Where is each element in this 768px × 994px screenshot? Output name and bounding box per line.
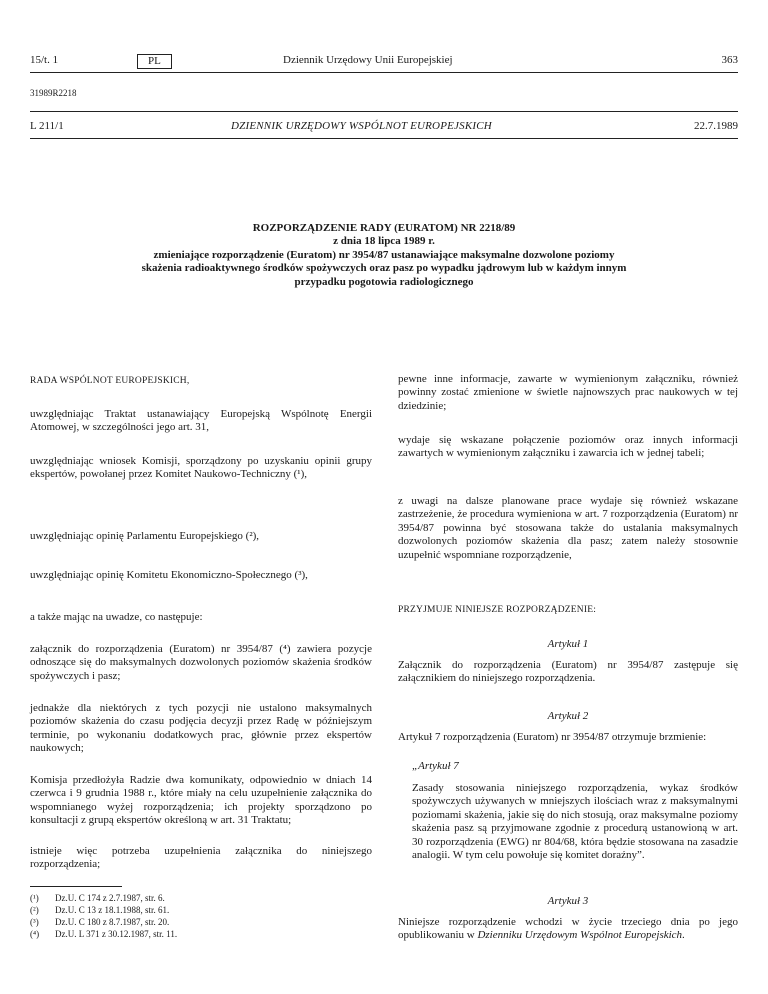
issue-number: 15/t. 1 — [30, 54, 59, 66]
recital-table: wydaje się wskazane połączenie poziomów oraz innych informacji zawartych w wymienionym załączniku i zawarcia ich w jednej tabeli; — [398, 434, 738, 460]
oj-date: 22.7.1989 — [694, 120, 738, 132]
celex-number: 31989R2218 — [30, 88, 77, 98]
header-rule-2 — [30, 111, 738, 112]
recital-whereas: a także mając na uwadze, co następuje: — [30, 611, 203, 623]
recital-treaty: uwzględniając Traktat ustanawiający Europejską Wspólnotę Energii Atomowej, w szczególności jego art. 31, — [30, 408, 372, 434]
language-badge: PL — [137, 54, 172, 69]
footnote-separator — [30, 886, 122, 887]
article-3-text: Niniejsze rozporządzenie wchodzi w życie trzeciego dnia po jego opublikowaniu w Dzienniku Urzędowym Wspólnot Europejskich. — [398, 916, 738, 942]
header-rule-3 — [30, 138, 738, 139]
recital-supplement: istnieje więc potrzeba uzupełnienia załącznika do niniejszego rozporządzenia; — [30, 845, 372, 871]
oj-reference: L 211/1 — [30, 120, 64, 132]
recital-parliament: uwzględniając opinię Parlamentu Europejskiego (²), — [30, 530, 260, 542]
footnote-2: (²) Dz.U. C 13 z 18.1.1988, str. 61. — [30, 905, 170, 915]
header-rule-1 — [30, 72, 738, 73]
regulation-title — [60, 222, 708, 289]
article-1-title: Artykuł 1 — [547, 638, 589, 650]
footnotes — [30, 892, 372, 940]
recital-other-info: pewne inne informacje, zawarte w wymienionym załączniku, również powinny zostać zmienione w świetle najnowszych prac naukowych w tej dziedzinie; — [398, 373, 738, 412]
footnote-4: (⁴) Dz.U. L 371 z 30.12.1987, str. 11. — [30, 929, 178, 939]
journal-title: Dziennik Urzędowy Unii Europejskiej — [283, 54, 453, 66]
article-7-text: Zasady stosowania niniejszego rozporządzenia, wykaz środków spożywczych używanych w mniejszych ilościach wraz z maksymalnymi poziomami skażenia, jakie się do nich stosują, oraz maksymalne poziomy skażenia pasz są przyjmowane zgodnie z procedurą ustanowioną w art. 30 rozporządzenia (EWG) nr 804/68, która będzie stosowana na zasadzie analogii. W tym celu powołuje się komitet doraźny”. — [412, 782, 738, 862]
oj-journal-name: DZIENNIK URZĘDOWY WSPÓLNOT EUROPEJSKICH — [231, 120, 492, 132]
recital-annex: załącznik do rozporządzenia (Euratom) nr 3954/87 (⁴) zawiera pozycje odnoszące się do maksymalnych dozwolonych poziomów skażenia środków spożywczych i pasz; — [30, 643, 372, 682]
recital-levels: jednakże dla niektórych z tych pozycji nie ustalono maksymalnych poziomów skażenia do czasu podjęcia decyzji przez Radę w późniejszym terminie, po wykonaniu dodatkowych prac, głównie przez ekspertów naukowych; — [30, 702, 372, 755]
title-line-1: ROZPORZĄDZENIE RADY (EURATOM) NR 2218/89 — [252, 222, 516, 234]
footnote-1: (¹) Dz.U. C 174 z 2.7.1987, str. 6. — [30, 893, 165, 903]
page-number: 363 — [721, 54, 738, 66]
article-2-text: Artykuł 7 rozporządzenia (Euratom) nr 3954/87 otrzymuje brzmienie: — [398, 731, 707, 743]
council-heading: RADA WSPÓLNOT EUROPEJSKICH, — [30, 376, 190, 386]
title-line-2: z dnia 18 lipca 1989 r. — [333, 235, 435, 248]
title-line-3: zmieniające rozporządzenie (Euratom) nr 3954/87 ustanawiające maksymalne dozwolone poziomy — [153, 248, 615, 261]
article-2-title: Artykuł 2 — [547, 710, 589, 722]
recital-procedure: z uwagi na dalsze planowane prace wydaje się również wskazane zastrzeżenie, że procedura wymieniona w art. 7 rozporządzenia (Euratom) nr 3954/87 powinna być stosowana także do ustalania maksymalnych dozwolonych poziomów skażenia dla pasz; zatem należy stosownie uzupełnić wspomniane rozporządzenie, — [398, 495, 738, 561]
journal-citation: Dzienniku Urzędowym Wspólnot Europejskich — [477, 929, 683, 942]
title-line-4: skażenia radioaktywnego środków spożywczych oraz pasz po wypadku jądrowym lub w każdym innym — [141, 262, 627, 275]
recital-communications: Komisja przedłożyła Radzie dwa komunikaty, odpowiednio w dniach 14 czerwca i 9 grudnia 1988 r., które miały na celu uzupełnienie załącznika do wspomnianego wyżej rozporządzenia; ich projekty sporządzono po konsultacji z grupą ekspertów określoną w art. 31 Traktatu; — [30, 774, 372, 827]
adopts-heading: PRZYJMUJE NINIEJSZE ROZPORZĄDZENIE: — [398, 605, 597, 615]
recital-committee: uwzględniając opinię Komitetu Ekonomiczno-Społecznego (³), — [30, 569, 308, 581]
article-3-title: Artykuł 3 — [547, 895, 589, 907]
recital-commission: uwzględniając wniosek Komisji, sporządzony po uzyskaniu opinii grupy ekspertów, powołanej przez Komitet Naukowo-Techniczny (¹), — [30, 455, 372, 481]
title-line-5: przypadku pogotowia radiologicznego — [294, 275, 474, 288]
article-7-title: „Artykuł 7 — [412, 760, 459, 772]
footnote-3: (³) Dz.U. C 180 z 8.7.1987, str. 20. — [30, 917, 170, 927]
article-1-text: Załącznik do rozporządzenia (Euratom) nr 3954/87 zastępuje się załącznikiem do niniejszego rozporządzenia. — [398, 659, 738, 685]
